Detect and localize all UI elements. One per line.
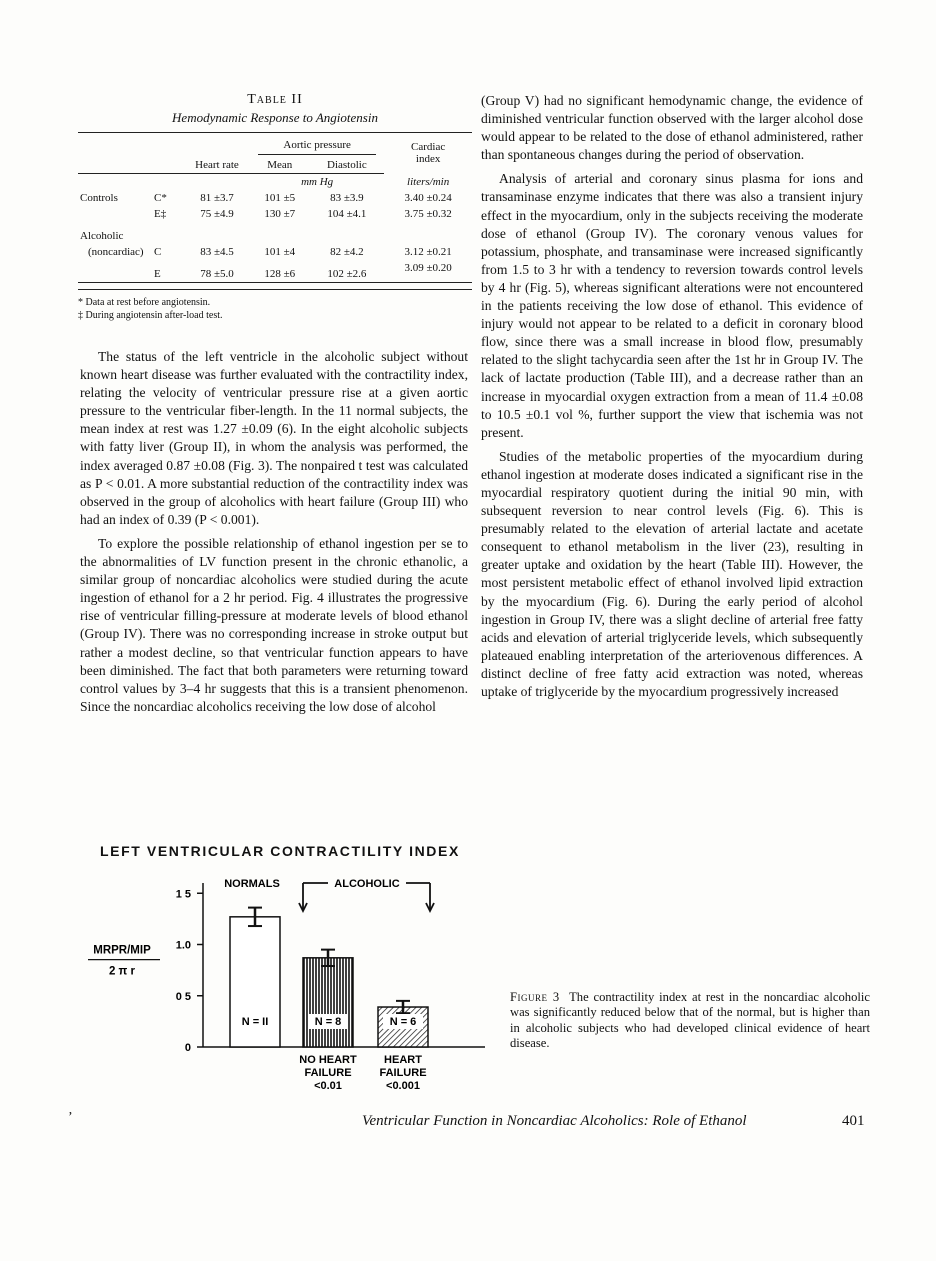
group-label-alcoholic: ALCOHOLIC [334, 878, 400, 890]
mean-header: Mean [250, 157, 310, 174]
x-label: <0.01 [314, 1080, 342, 1092]
cardiac-header-2: index [415, 153, 441, 166]
x-label: FAILURE [379, 1067, 427, 1079]
x-label: NO HEART [299, 1054, 357, 1066]
table-title: Table II [247, 92, 303, 107]
running-head: Ventricular Function in Noncardiac Alcoholics: Role of Ethanol [362, 1113, 747, 1129]
pressure-units: mm Hg [301, 176, 334, 188]
table-row: (noncardiac) C 83 ±4.5 101 ±4 82 ±4.2 3.12 ±0.21 [88, 246, 452, 258]
contractility-chart [60, 865, 500, 1095]
table-row: E 78 ±5.0 128 ±6 102 ±2.6 3.09 ±0.20 [78, 260, 472, 283]
ci-units: liters/min [407, 176, 450, 188]
n-label: N = 6 [389, 1016, 417, 1028]
left-column [80, 348, 468, 716]
page-number: 401 [842, 1113, 865, 1129]
table-row: Alcoholic [80, 230, 124, 242]
diastolic-header: Diastolic [310, 157, 385, 174]
heart-rate-header: Heart rate [184, 157, 250, 174]
aortic-pressure-header: Aortic pressure [283, 139, 351, 151]
stray-mark: ’ [68, 1110, 73, 1125]
x-label: <0.001 [386, 1080, 420, 1092]
x-label: FAILURE [304, 1067, 352, 1079]
y-tick-label: 0 [184, 1042, 191, 1054]
table-row: E‡ 75 ±4.9 130 ±7 104 ±4.1 3.75 ±0.32 [154, 208, 452, 220]
n-label: N = II [241, 1016, 269, 1028]
footnote: * Data at rest before angiotensin. [78, 297, 211, 308]
y-tick-label: 1 5 [175, 888, 191, 901]
paragraph: (Group V) had no significant hemodynamic change, the evidence of diminished ventricular function observed with the larger alcohol dose would appear to be related to the dose of ethanol administered, rather than spontaneous changes during the period of observation. [481, 93, 863, 163]
table-ii [78, 92, 472, 322]
table-row: Controls C* 81 ±3.7 101 ±5 83 ±3.9 3.40 ±0.24 [80, 192, 452, 204]
bar-1 [303, 958, 353, 1047]
y-label-top: MRPR/MIP [93, 944, 151, 957]
footnote: ‡ During angiotensin after-load test. [78, 310, 223, 321]
table-footnotes [78, 289, 472, 322]
y-label-bottom: 2 π r [108, 965, 136, 978]
group-label-normals: NORMALS [224, 878, 280, 890]
figure-title: LEFT VENTRICULAR CONTRACTILITY INDEX [100, 843, 460, 859]
y-tick-label: 0 5 [175, 990, 191, 1003]
paragraph: The status of the left ventricle in the alcoholic subject without known heart disease was further evaluated with the contractility index, relating the velocity of ventricular pressure rise at a given aortic pressure to the ventricular fiber-length. In the 11 normal subjects, the mean index at rest was 1.27 ±0.09 (6). In the eight alcoholic subjects with fatty liver (Group II), in whom the analysis was performed, the index averaged 0.87 ±0.08 (Fig. 3). The nonpaired t test was calculated as P < 0.01. A more substantial reduction of the contractility index was observed in the group of alcoholics with heart failure (Group III) who had an index of 0.39 (P < 0.001). [80, 349, 468, 527]
figure-caption [510, 990, 870, 1051]
right-column [481, 92, 863, 701]
paragraph: Studies of the metabolic properties of the myocardium during ethanol ingestion at moderate doses indicated a significant rise in the myocardial respiratory quotient during the initial 90 min, with subsequent reversion to near control levels (Fig. 6). This is presumably related to the elevation of arterial lactate and acetate consequent to ethanol metabolism in the liver (23), resulting in greater uptake and oxidation by the heart (Table III). However, the most persistent metabolic effect of ethanol involved lipid extraction by the myocardium (Fig. 6). During the early period of alcohol ingestion in Group IV, there was a slight decline of arterial free fatty acids and elevation of arterial triglyceride levels, which subsequently plateaued enabling interpretation of the arteriovenous differences. A distinct decline of free fatty acid extraction was noted, whereas uptake of triglyceride by the myocardium progressively increased [481, 448, 863, 699]
hemodynamic-table [78, 132, 472, 283]
caption-text: The contractility index at rest in the noncardiac alcoholic was significantly reduced below that of the normal, but is higher than in alcoholic subjects who had developed clinical evidence of heart disease. [510, 990, 870, 1050]
x-label: HEART [384, 1054, 422, 1066]
y-tick-label: 1.0 [175, 939, 191, 952]
caption-label: Figure 3 [510, 990, 560, 1004]
paragraph: To explore the possible relationship of ethanol ingestion per se to the abnormalities of LV function present in the chronic ethanolic, a similar group of noncardiac alcoholics were studied during the acute ingestion of ethanol for a 2 hr period. Fig. 4 illustrates the progressive rise of ventricular filling-pressure at moderate levels of blood ethanol (Group IV). There was no corresponding increase in stroke output but rather a modest decline, so that ventricular function appears to have been diminished. The fact that both parameters were returning toward control values by 3–4 hr suggests that this is a transient phenomenon. Since the noncardiac alcoholics receiving the low dose of alcohol [80, 535, 468, 714]
cardiac-header-1: Cardiac [411, 141, 446, 154]
paragraph: Analysis of arterial and coronary sinus plasma for ions and transaminase enzyme indicates that there was also a transient injury effect in the myocardium, only in the subjects receiving the moderate dose of ethanol (Group IV). The coronary venous values for potassium, phosphate, and transaminase were increased significantly from 1.5 to 3 hr with a tendency to reversion towards control levels by 4 hr (Fig. 5), whereas significant alterations were not encountered in the patients receiving the low dose of ethanol. This evidence of injury would not appear to be related to a deficit in coronary blood flow, since there was a small increase in blood flow, presumably related to the slight tachycardia seen after the 1st hr in Group IV. The lack of lactate production (Table III), and a decrease rather than an increase in myocardial oxygen extraction from a mean of 11.4 ±0.08 to 10.5 ±0.1 vol %, further support the view that ischemia was not present. [481, 171, 863, 440]
n-label: N = 8 [314, 1016, 342, 1028]
table-subtitle: Hemodynamic Response to Angiotensin [172, 110, 378, 125]
